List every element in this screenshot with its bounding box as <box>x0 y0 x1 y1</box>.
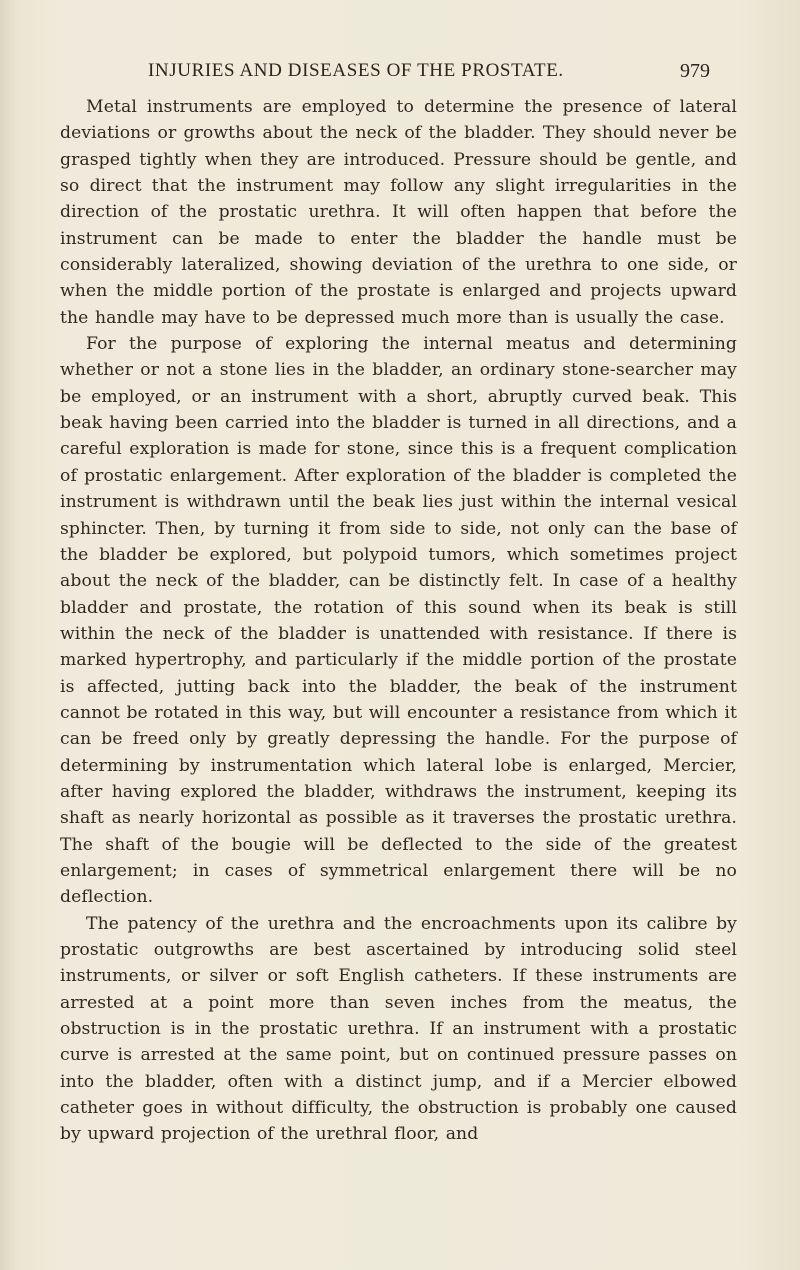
paragraph-1: Metal instruments are employed to determine the presence of lateral deviations or growths about the neck of the bladder. They should never be grasped tightly when they are introduced. Pressure should be gentle, and so direct that the instrument may follow any slight irregularities in the direction of the prostatic urethra. It will often happen that before the instrument can be made to enter the bladder the handle must be considerably lateralized, showing deviation of the urethra to one side, or when the middle portion of the prostate is enlarged and projects upward the handle may have to be depressed much more than is usually the case. <box>60 97 737 328</box>
paragraph-3: The patency of the urethra and the encroachments upon its calibre by prostatic outgrowths are best ascertained by introducing solid steel instruments, or silver or soft English catheters. If these instruments are arrested at a point more than seven inches from the meatus, the obstruction is in the prostatic urethra. If an instrument with a prostatic curve is arrested at the same point, but on continued pressure passes on into the bladder, often with a distinct jump, and if a Mercier elbowed catheter goes in without difficulty, the obstruction is probably one caused by upward projection of the urethral floor, and <box>60 913 737 1145</box>
page-number: 979 <box>680 60 710 82</box>
page-header <box>0 60 800 86</box>
paragraph-2: For the purpose of exploring the internal meatus and determining whether or not a stone lies in the bladder, an ordinary stone-searcher may be employed, or an instrument with a short, abruptly curved beak. This beak having been carried into the bladder is turned in all directions, and a careful exploration is made for stone, since this is a frequent complication of prostatic enlargement. After exploration of the bladder is completed the instrument is withdrawn until the beak lies just within the internal vesical sphincter. Then, by turning it from side to side, not only can the base of the bladder be explored, but polypoid tumors, which sometimes project about the neck of the bladder, can be distinctly felt. In case of a healthy bladder and prostate, the rotation of this sound when its beak is still within the neck of the bladder is unattended with resistance. If there is marked hypertrophy, and particularly if the middle portion of the prostate is affected, jutting back into the bladder, the beak of the instrument cannot be rotated in this way, but will encounter a resistance from which it can be freed only by greatly depressing the handle. For the purpose of determining by instrumentation which lateral lobe is enlarged, Mercier, after having explored the bladder, withdraws the instrument, keeping its shaft as nearly horizontal as possible as it traverses the prostatic urethra. The shaft of the bougie will be deflected to the side of the greatest enlargement; in cases of symmetrical enlargement there will be no deflection. <box>60 334 737 908</box>
body-text <box>60 94 737 1148</box>
running-head: INJURIES AND DISEASES OF THE PROSTATE. <box>148 60 564 81</box>
